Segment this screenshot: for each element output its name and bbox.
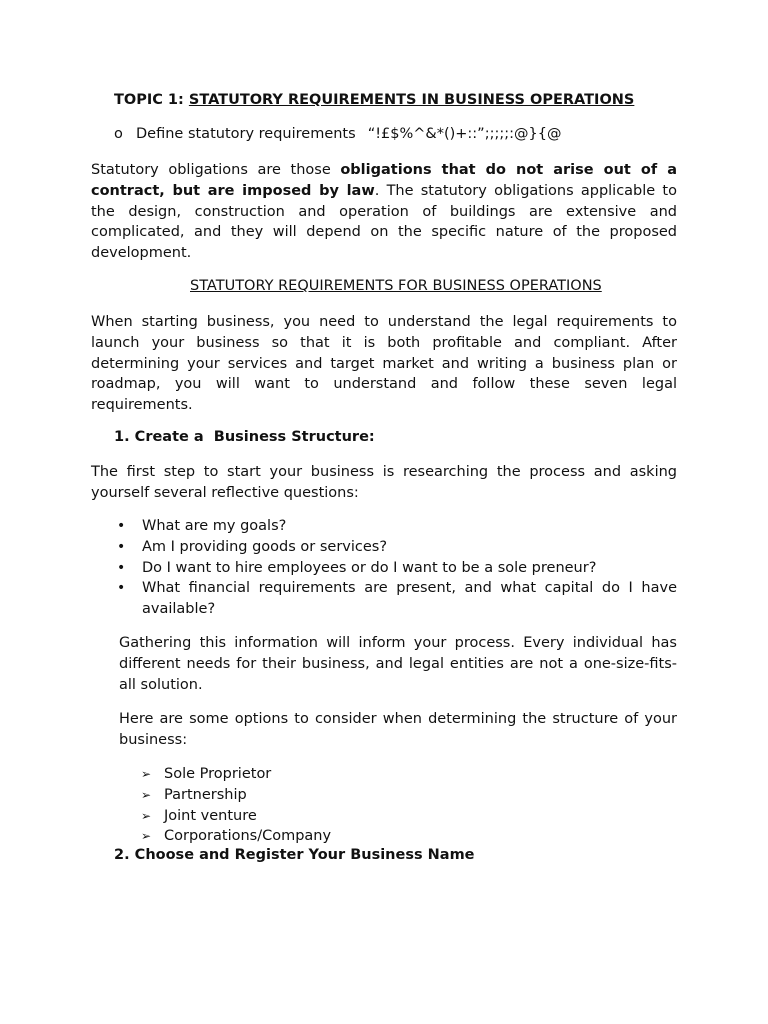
step1-number: 1. (114, 429, 130, 445)
bullet-icon: • (117, 538, 126, 555)
title-underlined: STATUTORY REQUIREMENTS IN BUSINESS OPERATIONS (188, 92, 635, 108)
arrow-bullet-icon: ➢ (141, 767, 152, 781)
step1-intro: The first step to start your business is researching the process and asking yourself several reflective questions: (91, 464, 677, 501)
page-title (114, 92, 634, 108)
bullet-icon: • (117, 518, 126, 534)
questions-list (91, 516, 677, 620)
list-item: ➢ Partnership (91, 785, 677, 806)
options-list (91, 764, 677, 847)
gathering-paragraph: Gathering this information will inform your process. Every individual has different needs for their business, and legal entities are not a one-size-fits-all solution. (119, 635, 677, 693)
define-text: Define statutory requirements (136, 126, 356, 142)
list-item: ➢ Sole Proprietor (91, 764, 677, 785)
special-characters: “!£$%^&*()+::”;;;;;:@}{@ (367, 126, 562, 142)
arrow-bullet-icon: ➢ (141, 808, 152, 823)
title-prefix: TOPIC 1: (114, 92, 189, 108)
define-item (114, 126, 561, 142)
list-item: ➢ Joint venture (91, 806, 677, 827)
list-item: • Do I want to hire employees or do I want to be a sole preneur? (91, 558, 677, 579)
intro-pre: Statutory obligations are those (91, 162, 341, 178)
starting-paragraph: When starting business, you need to understand the legal requirements to launch your business so that it is both profitable and compliant. After determining your services and target market and writing a business plan or roadmap, you will want to understand and follow these seven legal requirements. (91, 314, 677, 414)
arrow-bullet-icon: ➢ (141, 829, 152, 844)
step2-heading (114, 847, 475, 863)
step2-title: Choose and Register Your Business Name (134, 847, 475, 863)
list-item: • What financial requirements are present, and what capital do I have available? (117, 580, 677, 618)
options-intro: Here are some options to consider when determining the structure of your business: (119, 711, 677, 748)
list-item: ➢ Corporations/Company (91, 826, 677, 847)
step1-heading (114, 429, 375, 445)
bullet-icon: • (117, 580, 126, 597)
step1-title: Create a Business Structure: (134, 429, 375, 445)
bullet-icon: • (117, 559, 126, 576)
list-item: • Am I providing goods or services? (91, 537, 677, 558)
intro-post: . The statutory obligations applicable to the design, construction and operation of buildings are extensive and complicated, and they will depend on the specific nature of the proposed development. (91, 182, 677, 262)
intro-bold: obligations that do not arise out of a contract, but are imposed by law (91, 162, 677, 199)
step2-number: 2. (114, 847, 130, 863)
list-marker: o (114, 126, 123, 142)
section-heading: STATUTORY REQUIREMENTS FOR BUSINESS OPERATIONS (190, 278, 602, 294)
arrow-bullet-icon: ➢ (141, 787, 152, 802)
list-item: • What are my goals? (91, 516, 677, 537)
intro-paragraph (91, 160, 677, 264)
